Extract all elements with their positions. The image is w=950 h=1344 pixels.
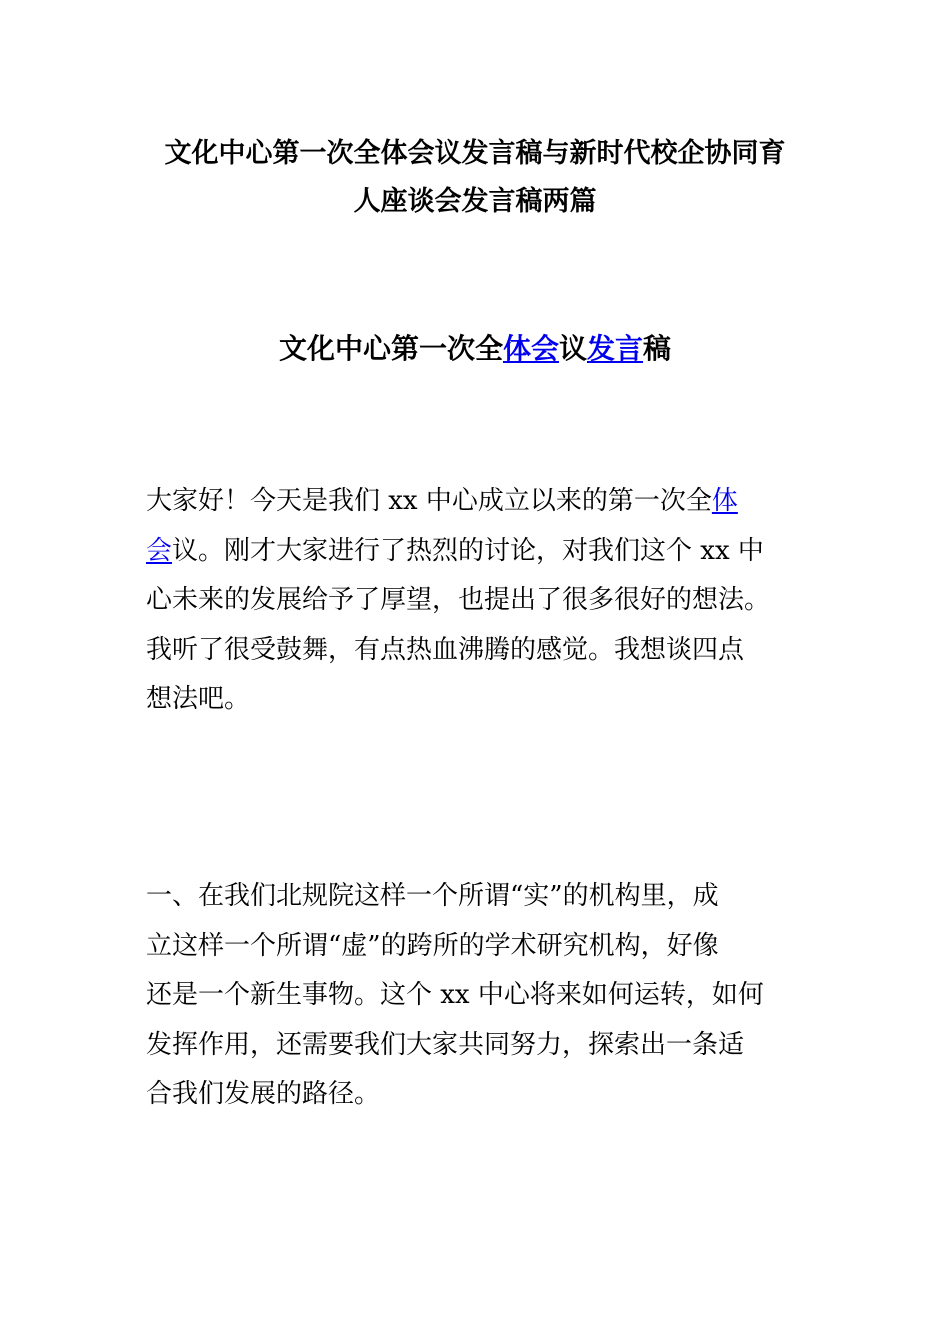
paragraph-line: 立这样一个所谓“虚”的跨所的学术研究机构，好像	[146, 930, 719, 961]
paragraph-line: 一、在我们北规院这样一个所谓“实”的机构里，成	[146, 881, 719, 911]
document-title	[120, 130, 830, 226]
paragraph-greeting	[146, 477, 846, 725]
paragraph-line	[146, 527, 846, 577]
paragraph-line: 想法吧。	[146, 684, 251, 714]
inline-link-hui[interactable]: 会	[146, 535, 173, 566]
section-title-link-2[interactable]: 发言	[587, 332, 644, 365]
paragraph-line: 合我们发展的路径。	[146, 1079, 381, 1109]
section-title-text-1: 文化中心第一次全	[278, 332, 503, 365]
paragraph-line: 心未来的发展给予了厚望，也提出了很多很好的想法。	[146, 585, 771, 615]
paragraph-line: 发挥作用，还需要我们大家共同努力，探索出一条适	[146, 1029, 745, 1060]
document-title-line-2: 人座谈会发言稿两篇	[353, 186, 597, 217]
document-title-line-1: 文化中心第一次全体会议发言稿与新时代校企协同育	[164, 138, 786, 169]
paragraph-line: 我听了很受鼓舞，有点热血沸腾的感觉。我想谈四点	[146, 634, 745, 665]
paragraph-text: 大家好！今天是我们 xx 中心成立以来的第一次全	[146, 486, 712, 516]
paragraph-text: 议。刚才大家进行了热烈的讨论，对我们这个 xx 中	[172, 535, 764, 566]
inline-link-ti[interactable]: 体	[711, 486, 738, 516]
paragraph-line	[146, 477, 846, 527]
paragraph-line: 还是一个新生事物。这个 xx 中心将来如何运转，如何	[146, 980, 764, 1010]
section-title-link-1[interactable]: 体会	[502, 332, 559, 365]
section-title	[100, 326, 850, 372]
paragraph-point-one	[146, 872, 846, 1120]
section-title-text-3: 稿	[643, 332, 672, 365]
section-title-text-2: 议	[558, 332, 587, 365]
